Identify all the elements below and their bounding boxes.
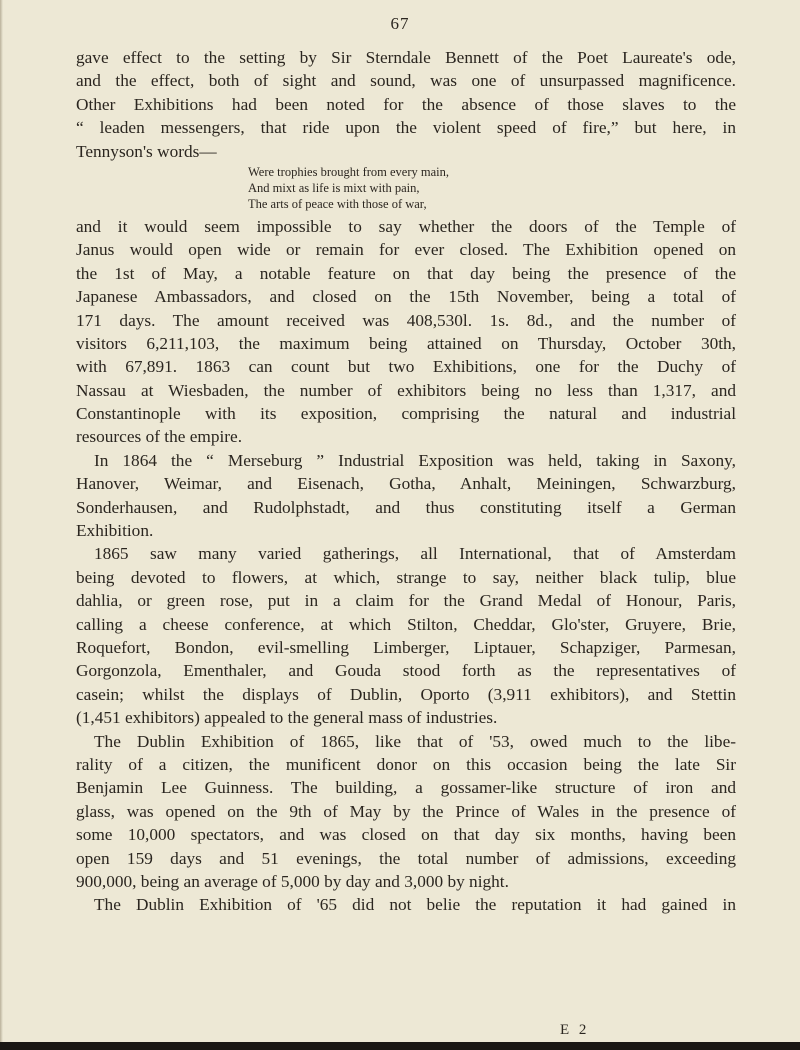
verse-quotation [76,164,736,212]
text-line: open 159 days and 51 evenings, the total number of admissions, exceeding [76,848,736,868]
text-line: Japanese Ambassadors, and closed on the 15th November, being a total of [76,287,736,307]
text-line: rality of a citizen, the munificent donor on this occasion being the late Sir [76,754,736,774]
text-line: Nassau at Wiesbaden, the number of exhibitors being no less than 1,317, and [76,380,736,400]
text-line: dahlia, or green rose, put in a claim for the Grand Medal of Honour, Paris, [76,591,736,611]
text-line: (1,451 exhibitors) appealed to the general mass of industries. [76,708,498,728]
text-line: 900,000, being an average of 5,000 by day and 3,000 by night. [76,871,509,891]
text-line: Hanover, Weimar, and Eisenach, Gotha, Anhalt, Meiningen, Schwarzburg, [76,474,736,494]
text-line: glass, was opened on the 9th of May by the Prince of Wales in the presence of [76,801,736,821]
text-line: gave effect to the setting by Sir Sterndale Bennett of the Poet Laureate's ode, [76,48,736,67]
page-bottom-edge [0,1042,800,1050]
text-line: The Dublin Exhibition of '65 did not belie the reputation it had gained in [94,895,736,915]
text-line: and the effect, both of sight and sound, was one of unsurpassed magnificence. [76,71,736,91]
text-line: Gorgonzola, Ementhaler, and Gouda stood forth as the representatives of [76,661,736,681]
verse-line: And mixt as life is mixt with pain, [248,180,420,195]
text-line: calling a cheese conference, at which Stilton, Cheddar, Glo'ster, Gruyere, Brie, [76,614,736,634]
text-line: visitors 6,211,103, the maximum being attained on Thursday, October 30th, [76,333,736,353]
text-line: Other Exhibitions had been noted for the absence of those slaves to the [76,94,736,114]
text-line: casein; whilst the displays of Dublin, Oporto (3,911 exhibitors), and Stettin [76,684,736,704]
text-line: In 1864 the “ Merseburg ” Industrial Exposition was held, taking in Saxony, [94,450,736,470]
printer-signature-mark: E 2 [560,1022,590,1038]
text-line: the 1st of May, a notable feature on that day being the presence of the [76,263,736,283]
text-line: with 67,891. 1863 can count but two Exhibitions, one for the Duchy of [76,357,736,377]
text-line: being devoted to flowers, at which, strange to say, neither black tulip, blue [76,567,736,587]
page-edge-shadow [0,0,3,1050]
text-line: Benjamin Lee Guinness. The building, a gossamer-like structure of iron and [76,778,736,798]
page-number: 67 [390,14,410,33]
text-line: Tennyson's words— [76,141,217,161]
text-line: “ leaden messengers, that ride upon the violent speed of fire,” but here, in [76,118,736,138]
text-line: 171 days. The amount received was 408,530l. 1s. 8d., and the number of [76,310,736,330]
text-line: and it would seem impossible to say whether the doors of the Temple of [76,216,736,236]
page-body [76,46,736,917]
text-line: 1865 saw many varied gatherings, all International, that of Amsterdam [94,544,736,564]
text-line: Roquefort, Bondon, evil-smelling Limberger, Liptauer, Schapziger, Parmesan, [76,637,736,657]
text-line: Constantinople with its exposition, comprising the natural and industrial [76,404,736,424]
text-line: Janus would open wide or remain for ever closed. The Exhibition opened on [76,240,736,260]
text-line: Exhibition. [76,521,154,541]
text-line: resources of the empire. [76,427,243,447]
text-line: Sonderhausen, and Rudolphstadt, and thus constituting itself a German [76,497,736,517]
text-line: The Dublin Exhibition of 1865, like that of '53, owed much to the libe- [94,731,736,751]
text-line: some 10,000 spectators, and was closed on that day six months, having been [76,825,736,845]
verse-line: Were trophies brought from every main, [248,164,450,179]
verse-line: The arts of peace with those of war, [248,196,427,211]
